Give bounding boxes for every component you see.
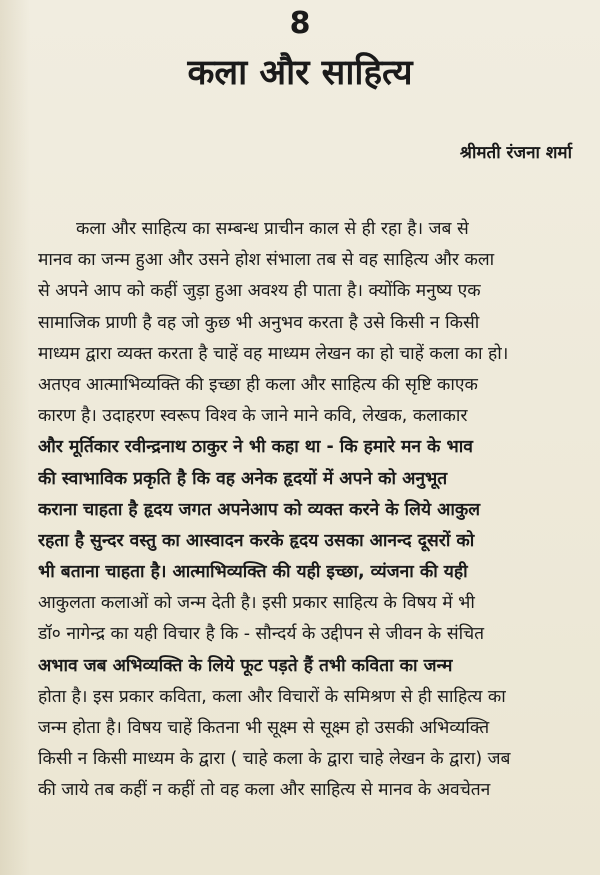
text-line: कारण है। उदाहरण स्वरूप विश्व के जाने माने कवि, लेखक, कलाकार: [38, 406, 468, 427]
text-line: डॉ० नागेन्द्र का यही विचार है कि - सौन्दर्य के उद्दीपन से जीवन के संचित: [38, 624, 485, 645]
author-name: श्रीमती रंजना शर्मा: [459, 143, 572, 163]
text-line: किसी न किसी माध्यम के द्वारा ( चाहे कला के द्वारा चाहे लेखन के द्वारा) जब: [38, 749, 511, 770]
text-line: अभाव जब अभिव्यक्ति के लिये फूट पड़ते हैं तभी कविता का जन्म: [38, 655, 453, 676]
chapter-number: 8: [289, 6, 311, 41]
text-line: रहता है सुन्दर वस्तु का आस्वादन करके हृदय उसका आनन्द दूसरों को: [38, 530, 475, 551]
text-line: आकुलता कलाओं को जन्म देती है। इसी प्रकार साहित्य के विषय में भी: [38, 593, 475, 614]
text-line: कला और साहित्य का सम्बन्ध प्राचीन काल से ही रहा है। जब से: [76, 219, 469, 239]
text-line: की स्वाभाविक प्रकृति है कि वह अनेक हृदयों में अपने को अनुभूत: [38, 468, 448, 489]
text-line: कराना चाहता है हृदय जगत अपनेआप को व्यक्त करने के लिये आकुल: [38, 499, 481, 520]
text-line: अतएव आत्माभिव्यक्ति की इच्छा ही कला और साहित्य की सृष्टि काएक: [38, 374, 478, 395]
text-line: भी बताना चाहता है। आत्माभिव्यक्ति की यही इच्छा, व्यंजना की यही: [38, 562, 468, 583]
text-line: मानव का जन्म हुआ और उसने होश संभाला तब से वह साहित्य और कला: [38, 250, 495, 271]
body-text: [38, 214, 576, 807]
text-line: माध्यम द्वारा व्यक्त करता है चाहें वह माध्यम लेखन का हो चाहें कला का हो।: [38, 343, 509, 364]
text-line: की जाये तब कहीं न कहीं तो वह कला और साहित्य से मानव के अवचेतन: [38, 780, 491, 801]
text-line: सामाजिक प्राणी है वह जो कुछ भी अनुभव करता है उसे किसी न किसी: [38, 312, 480, 333]
text-line: होता है। इस प्रकार कविता, कला और विचारों के समिश्रण से ही साहित्य का: [38, 686, 506, 707]
text-line: जन्म होता है। विषय चाहें कितना भी सूक्ष्म से सूक्ष्म हो उसकी अभिव्यक्ति: [38, 718, 490, 738]
text-line: और मूर्तिकार रवीन्द्रनाथ ठाकुर ने भी कहा था - कि हमारे मन के भाव: [38, 437, 473, 458]
text-line: से अपने आप को कहीं जुड़ा हुआ अवश्य ही पाता है। क्योंकि मनुष्य एक: [38, 281, 481, 302]
chapter-title: कला और साहित्य: [187, 53, 413, 93]
